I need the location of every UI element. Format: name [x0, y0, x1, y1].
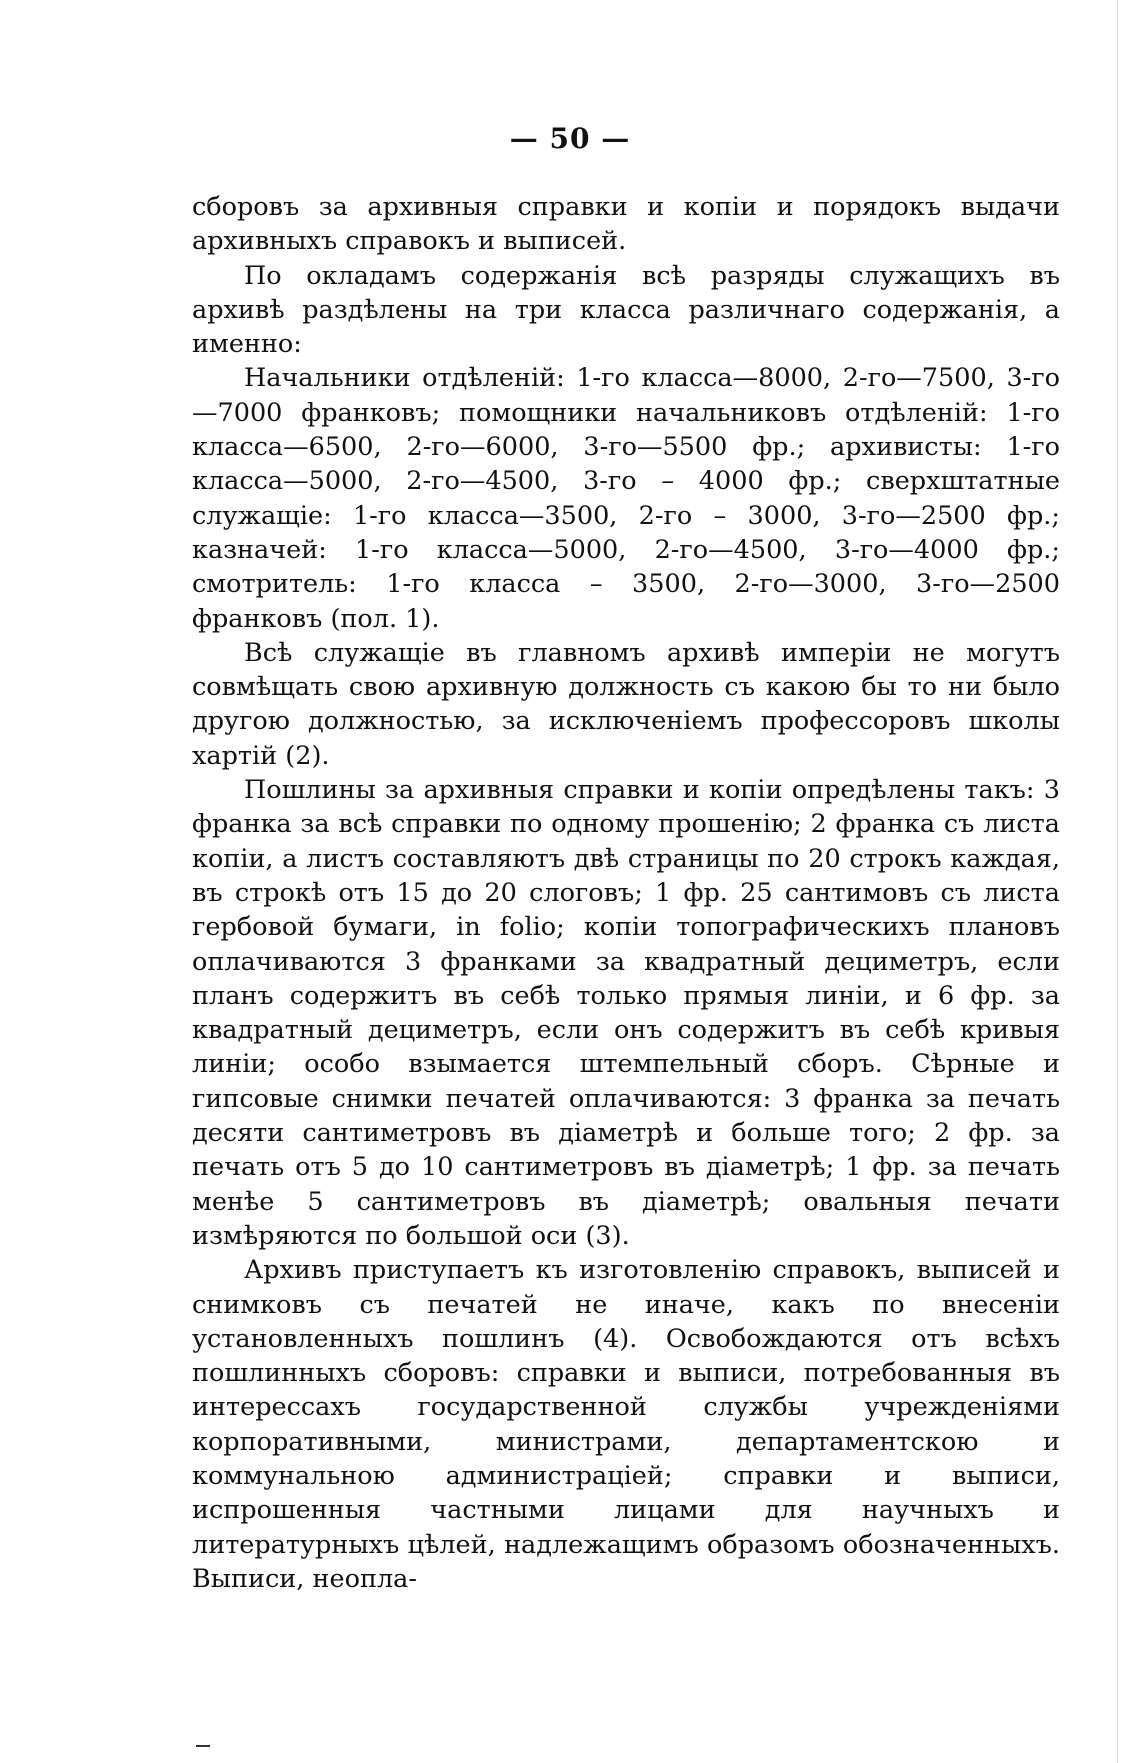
page-edge-rule [1117, 0, 1118, 1763]
paragraph: Начальники отдѣленій: 1-го класса—8000, 2-го—7500, 3-го—7000 франковъ; помощники начальниковъ отдѣленій: 1-го класса—6500, 2-го—6000, 3-го—5500 фр.; архивисты: 1-го класса—5000, 2-го—4500, 3-го – 4000 фр.; сверхштатные служащіе: 1-го класса—3500, 2-го – 3000, 3-го—2500 фр.; казначей: 1-го класса—5000, 2-го—4500, 3-го—4000 фр.; смотритель: 1-го класса – 3500, 2-го—3000, 3-го—2500 франковъ (пол. 1). [192, 363, 1060, 634]
paragraph: Архивъ приступаетъ къ изготовленію справокъ, выписей и снимковъ съ печатей не иначе, какъ по внесеніи установленныхъ пошлинъ (4). Освобождаются отъ всѣхъ пошлинныхъ сборовъ: справки и выписи, потребованныя въ интерессахъ государственной службы учрежденіями корпоративными, министрами, департаментскою и коммунальною администраціей; справки и выписи, испрошенныя частными лицами для научныхъ и литературныхъ цѣлей, надлежащимъ образомъ обозначенныхъ. Выписи, неопла- [192, 1255, 1060, 1594]
paragraph: Всѣ служащіе въ главномъ архивѣ имперіи не могутъ совмѣщать свою архивную должность съ какою бы то ни было другою должностью, за исключеніемъ профессоровъ школы хартій (2). [192, 637, 1060, 771]
paragraph: По окладамъ содержанія всѣ разряды служащихъ въ архивѣ раздѣлены на три класса различнаго содержанія, а именно: [192, 260, 1060, 360]
paragraph-continued: сборовъ за архивныя справки и копіи и порядокъ выдачи архивныхъ справокъ и выписей. [192, 192, 1060, 257]
scan-mark [196, 1745, 210, 1747]
body-text [192, 190, 1060, 1596]
paragraph: Пошлины за архивныя справки и копіи опредѣлены такъ: 3 франка за всѣ справки по одному прошенію; 2 франка съ листа копіи, а листъ составляютъ двѣ страницы по 20 строкъ каждая, въ строкѣ отъ 15 до 20 слоговъ; 1 фр. 25 сантимовъ съ листа гербовой бумаги, in folio; копіи топографическихъ плановъ оплачиваются 3 франками за квадратный дециметръ, если планъ содержитъ въ себѣ только прямыя линіи, и 6 фр. за квадратный дециметръ, если онъ содержитъ въ себѣ кривыя линіи; особо взымается штемпельный сборъ. Сѣрные и гипсовые снимки печатей оплачиваются: 3 франка за печать десяти сантиметровъ въ діаметрѣ и больше того; 2 фр. за печать отъ 5 до 10 сантиметровъ въ діаметрѣ; 1 фр. за печать менѣе 5 сантиметровъ въ діаметрѣ; овальныя печати измѣряются по большой оси (3). [192, 775, 1060, 1251]
page-number: — 50 — [509, 122, 631, 155]
